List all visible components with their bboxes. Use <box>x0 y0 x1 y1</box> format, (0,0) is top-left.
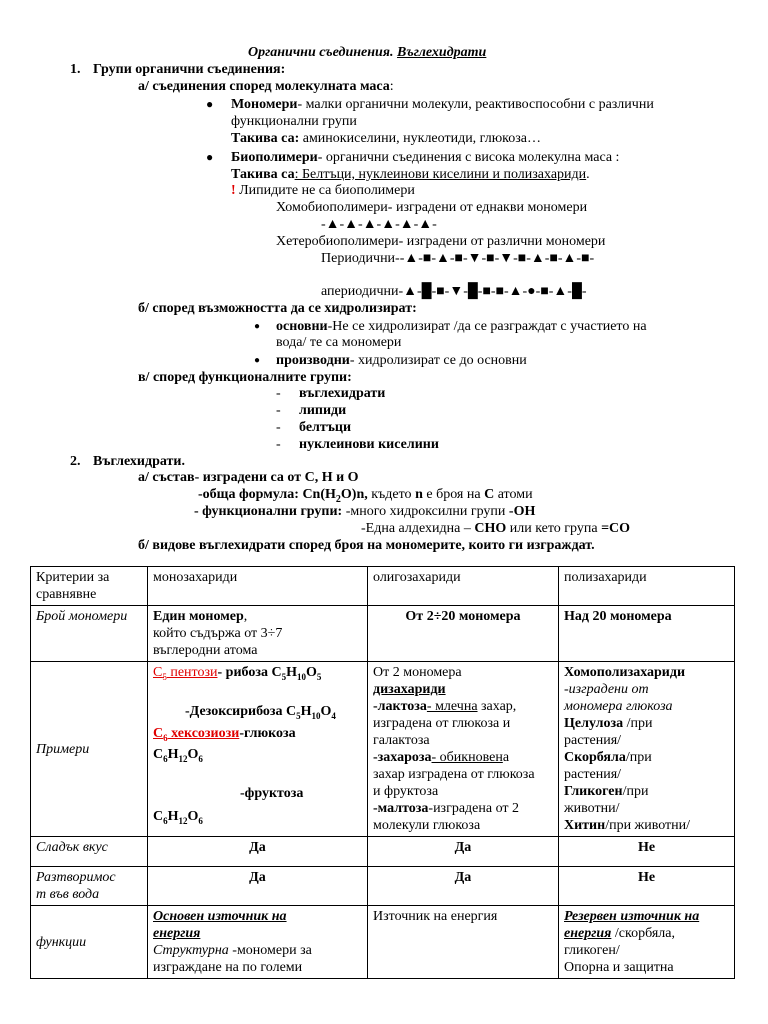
cell-line <box>373 698 553 715</box>
cellulose-rest: /при <box>623 716 653 731</box>
table-cell <box>148 906 368 979</box>
row-label: Сладък вкус <box>31 837 148 867</box>
row-label: функции <box>31 906 148 979</box>
section1-num: 1. <box>70 62 81 77</box>
section2-num: 2. <box>70 454 81 469</box>
derived-line <box>276 352 527 369</box>
cell-line: -Дезоксирибоза $С_5Н_{10}О_4$ <box>185 703 336 721</box>
bullet-dot-icon: ● <box>206 97 214 111</box>
cell-line <box>153 664 362 686</box>
lactose-underlined: - млечна <box>426 699 478 714</box>
group-item: белтъци <box>299 420 352 435</box>
cell-line <box>153 686 362 703</box>
cell-line: изграждане на по големи <box>153 960 303 975</box>
table-cell <box>148 662 368 837</box>
sucrose-rest: а <box>502 750 510 765</box>
monomers-such-label: Такива са: <box>231 131 300 146</box>
cell-line: Основен източник на <box>153 909 287 924</box>
composition-label: а/ състав <box>138 470 195 485</box>
cell-line <box>153 608 362 625</box>
formula-rest2: е броя на <box>422 487 485 502</box>
biopolymers-such-label: Такива са <box>231 167 295 182</box>
composition-line <box>138 469 359 486</box>
page-title <box>248 44 486 61</box>
cell-line: захар изградена от глюкоза <box>373 767 535 782</box>
biopolymers-line <box>231 149 619 166</box>
table-row <box>31 662 735 837</box>
cell-line: От 2 мономера <box>373 665 462 680</box>
biopolymers-term: Биополимери <box>231 150 318 165</box>
group-item: нуклеинови киселини <box>299 437 439 452</box>
dash-icon: - <box>276 403 281 418</box>
group-item: въглехидрати <box>299 386 386 401</box>
cell-line: -фруктоза <box>240 786 304 802</box>
table-header-cell: Критерии за сравнявне <box>31 567 148 606</box>
chitin-rest: /при животни/ <box>605 818 691 833</box>
cell-line <box>373 749 553 766</box>
cell-line: който съдържа от 3÷7 <box>153 626 283 641</box>
monomers-desc: - малки органични молекули, реактивоспособни с различни <box>297 97 654 112</box>
section1a-heading <box>138 78 394 95</box>
basic-text2: вода/ те са мономери <box>276 335 402 350</box>
cell-line: Резервен източник на <box>564 909 700 924</box>
basic-text: -Не се хидролизират /да се разграждат с участието на <box>327 319 647 334</box>
aldehyde-line <box>361 520 630 537</box>
row-label-line: Разтворимос <box>36 870 116 885</box>
row-label <box>31 867 148 906</box>
title-part1: Органични съединения. <box>248 45 394 60</box>
glucose-text: -глюкоза <box>239 725 296 741</box>
table-row <box>31 606 735 662</box>
derived-term: производни <box>276 353 350 368</box>
section1c-heading: в/ според функционалните групи: <box>138 370 352 385</box>
table-cell <box>148 606 368 662</box>
hexoses-label: $С_6$ хексозиози <box>153 725 240 743</box>
cell-line: гликоген/ <box>564 943 620 958</box>
biopolymers-such <box>231 166 590 183</box>
table-cell: Източник на енергия <box>368 906 559 979</box>
table-cell: От 2÷20 мономера <box>368 606 559 662</box>
table-cell: Да <box>368 837 559 867</box>
bullet-dot-icon: ● <box>254 355 261 366</box>
section1a-heading-text: а/ съединения според молекулната маса <box>138 79 390 94</box>
heterobiopolymers: Хетеробиополимери- изградени от различни мономери <box>276 234 606 249</box>
cell-line: и фруктоза <box>373 784 439 799</box>
composition-text: - изградени са от <box>194 470 305 485</box>
maltose-rest: -изградена от 2 <box>428 801 520 816</box>
table-cell: Не <box>559 837 735 867</box>
sucrose-label: -захароза <box>373 750 432 765</box>
section1b-heading: б/ според възможността да се хидролизират: <box>138 301 417 316</box>
homobiopolymers: Хомобиополимери- изградени от еднакви мономери <box>276 200 588 215</box>
cell-line: $С_6Н_{12}О_6$ <box>153 747 203 765</box>
table-cell: Не <box>559 867 735 906</box>
group-item: липиди <box>299 403 347 418</box>
table-header-cell: монозахариди <box>148 567 368 606</box>
cell-line <box>153 942 362 959</box>
dash-icon: - <box>276 420 281 435</box>
table-cell <box>559 662 735 837</box>
section2b-heading: б/ видове въглехидрати според броя на мономерите, които ги изграждат. <box>138 538 595 553</box>
exclamation-icon: ! <box>231 183 236 198</box>
carbohydrates-table <box>30 566 735 979</box>
lactose-label: -лактоза <box>373 699 427 714</box>
cell-line: растения/ <box>564 767 622 782</box>
sucrose-underlined: - обикновен <box>431 750 503 765</box>
cell-line <box>373 800 553 817</box>
table-header-cell: полизахариди <box>559 567 735 606</box>
func-text: -много хидроксилни групи <box>342 504 509 519</box>
cell-line <box>564 749 729 766</box>
formula-n: n <box>415 487 423 502</box>
table-header-cell: олигозахариди <box>368 567 559 606</box>
formula-end: атоми <box>494 487 533 502</box>
row-label: Брой мономери <box>31 606 148 662</box>
starch-rest: /при <box>625 750 652 765</box>
title-part2: Въглехидрати <box>397 45 487 60</box>
dash-icon: - <box>276 386 281 401</box>
table-row <box>31 837 735 867</box>
monomers-such-text: аминокиселини, нуклеотиди, глюкоза… <box>299 131 541 146</box>
cell-line <box>153 725 362 747</box>
biopolymers-such-end: . <box>586 167 590 182</box>
cell-line: въглеродни атома <box>153 643 258 658</box>
biopolymers-such-text: : Белтъци, нуклеинови киселини и полизахариди <box>294 167 587 182</box>
functional-groups-line <box>194 503 535 520</box>
chitin-label: Хитин <box>564 818 606 833</box>
aldehyde-text: -Една алдехидна – <box>361 521 475 536</box>
table-header-row <box>31 567 735 606</box>
structural-label: Структурна <box>153 943 229 958</box>
table-cell: Да <box>368 867 559 906</box>
glycogen-label: Гликоген <box>564 784 623 799</box>
monomers-line <box>231 96 654 113</box>
cell-line <box>153 768 362 785</box>
section1a-colon: : <box>389 79 394 94</box>
table-cell <box>368 662 559 837</box>
derived-text: - хидролизират се до основни <box>349 353 527 368</box>
table-row <box>31 867 735 906</box>
aldehyde-cho: СНО <box>474 521 507 536</box>
func-oh: -ОН <box>508 504 536 519</box>
bullet-dot-icon: ● <box>254 321 261 332</box>
table-row <box>31 906 735 979</box>
cell-line: растения/ <box>564 733 622 748</box>
row-label-line: т във вода <box>36 887 100 902</box>
basic-term: основни <box>276 319 328 334</box>
bullet-dot-icon: ● <box>206 150 214 164</box>
cellulose-label: Целулоза <box>564 716 624 731</box>
table-cell: Над 20 мономера <box>559 606 735 662</box>
structural-rest: -мономери за <box>228 943 312 958</box>
formula-label: -обща формула: Cn(H <box>198 487 336 502</box>
func-label: - функционални групи: <box>194 504 343 519</box>
aldehyde-mid: или кето група <box>506 521 602 536</box>
pentoses-label: $С_5$ пентози <box>153 665 218 682</box>
cell-line: изградена от глюкоза и <box>373 716 511 731</box>
cell-line: мономера глюкоза <box>564 699 673 714</box>
mono-count-bold: Един мономер <box>153 609 244 624</box>
starch-label: Скорбяла <box>564 750 626 765</box>
cell-line: животни/ <box>564 801 620 816</box>
monomers-desc2: функционални групи <box>231 114 357 129</box>
section2-heading: Въглехидрати. <box>93 454 185 469</box>
cell-line: галактоза <box>373 733 430 748</box>
aldehyde-co: =СО <box>601 521 631 536</box>
formula-rest: където <box>367 487 416 502</box>
cell-line: дизахариди <box>373 682 446 697</box>
lipids-note-text: Липидите не са биополимери <box>235 183 415 198</box>
formula-c: С <box>484 487 495 502</box>
table-cell <box>559 906 735 979</box>
homo-pattern: -▲-▲-▲-▲-▲-▲- <box>321 217 437 232</box>
cell-line: молекули глюкоза <box>373 818 481 833</box>
composition-elements: С, Н и О <box>304 470 359 485</box>
energy-rest: /скорбяла, <box>611 926 675 941</box>
formula-mid: O)n, <box>340 487 368 502</box>
glycogen-rest: /при <box>622 784 649 799</box>
formula-subscript: 2 <box>335 493 341 505</box>
table-cell: Да <box>148 837 368 867</box>
maltose-label: -малтоза <box>373 801 429 816</box>
cell-line: $С_6Н_{12}О_6$ <box>153 809 203 826</box>
cell-line <box>564 783 729 800</box>
mono-count-rest: , <box>243 609 248 624</box>
dash-icon: - <box>276 437 281 452</box>
aperiodic-pattern: апериодични-▲-█-■-▼-█-■-■-▲-●-■-▲-█- <box>321 284 587 299</box>
periodic-pattern: Периодични--▲-■-▲-■-▼-■-▼-■-▲-■-▲-■- <box>321 251 595 266</box>
table-cell: Да <box>148 867 368 906</box>
biopolymers-desc: - органични съединения с висока молекулна маса : <box>317 150 620 165</box>
cell-line <box>564 715 729 732</box>
cell-line: енергия <box>153 926 201 941</box>
lactose-rest: захар, <box>477 699 517 714</box>
cell-line: Опорна и защитна <box>564 960 674 975</box>
cell-line: Хомополизахариди <box>564 665 686 680</box>
energy-label: енергия <box>564 926 612 941</box>
cell-line <box>564 925 729 942</box>
monomers-term: Мономери <box>231 97 298 112</box>
row-label: Примери <box>31 662 148 837</box>
monomers-such <box>231 130 541 147</box>
section1-heading: Групи органични съединения: <box>93 62 286 77</box>
ribose-text: - рибоза $С_5Н_{10}О_5$ <box>217 665 322 682</box>
cell-line: -изградени от <box>564 682 649 697</box>
basic-line <box>276 318 647 335</box>
cell-line <box>564 817 729 834</box>
lipids-note <box>231 182 415 199</box>
